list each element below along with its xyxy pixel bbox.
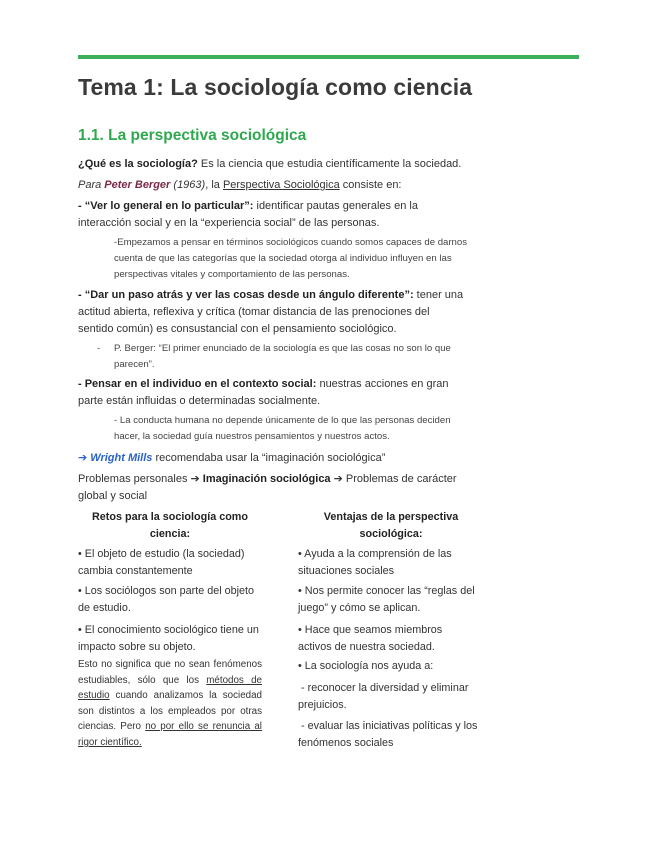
note-text: cuando analizamos la sociedad son distintos a los empleados por otras ciencias. Pero xyxy=(78,690,262,733)
arrow-icon: ➔ xyxy=(190,473,203,485)
berger-paragraph xyxy=(78,177,468,194)
advantage-item: • Ayuda a la comprensión de las situaciones sociales xyxy=(298,548,452,577)
consists-text: consiste en: xyxy=(339,179,402,191)
bullet-label: - “Dar un paso atrás y ver las cosas desde un ángulo diferente”: xyxy=(78,289,414,301)
arrow-icon: ➔ xyxy=(330,473,346,485)
note-text: Esto no significa que no sean fenómenos estudiables, sólo que los xyxy=(78,659,262,686)
connector-text: , la xyxy=(205,179,223,191)
bullet-label: - Pensar en el individuo en el contexto social: xyxy=(78,378,317,390)
note-rigor: no por ello se renuncia al rigor científico. xyxy=(78,721,262,748)
mills-line xyxy=(78,450,468,467)
advantage-subitem: - evaluar las iniciativas políticas y los fenómenos sociales xyxy=(298,720,481,749)
problems-flow xyxy=(78,471,468,505)
para-word: Para xyxy=(78,179,105,191)
bullet-see-general xyxy=(78,198,468,232)
mills-name: Wright Mills xyxy=(90,452,153,464)
mills-text: recomendaba usar la “imaginación sociológica” xyxy=(152,452,386,464)
list-dash: - xyxy=(97,343,101,354)
flow-imagination: Imaginación sociológica xyxy=(202,473,331,485)
challenge-item: • El conocimiento sociológico tiene un impacto sobre su objeto. xyxy=(78,624,259,653)
section-heading: 1.1. La perspectiva sociológica xyxy=(78,127,307,144)
advantage-subitem: - reconocer la diversidad y eliminar prejuicios. xyxy=(298,682,472,711)
page-title: Tema 1: La sociología como ciencia xyxy=(78,74,473,100)
flow-global: Problemas de carácter global y social xyxy=(78,473,457,502)
bullet-individual-context xyxy=(78,376,468,410)
challenges-heading: Retos para la sociología como ciencia: xyxy=(92,511,248,540)
bullet-text: nuestras acciones en gran parte están influidas o determinadas socialmente. xyxy=(78,378,449,407)
note-methods: métodos de estudio xyxy=(78,674,263,702)
flow-personal: Problemas personales xyxy=(78,473,191,485)
author-year: (1963) xyxy=(170,179,206,191)
advantage-item: • La sociología nos ayuda a: xyxy=(298,660,434,672)
advantage-item: • Hace que seamos miembros activos de nuestra sociedad. xyxy=(298,624,443,653)
challenge-item: • Los sociólogos son parte del objeto de estudio. xyxy=(78,585,255,614)
berger-quote: P. Berger: “El primer enunciado de la sociología es que las cosas no son lo que parecen”. xyxy=(114,343,451,370)
indented-note: -Empezamos a pensar en términos sociológicos cuando somos capaces de darnos cuenta de que las categorías que la sociedad otorga al individuo influyen en las perspectivas vitales y comportamiento de las personas. xyxy=(114,237,468,280)
perspective-link[interactable]: Perspectiva Sociológica xyxy=(222,179,340,191)
advantage-item: • Nos permite conocer las “reglas del juego” y cómo se aplican. xyxy=(298,585,475,614)
definition-question: ¿Qué es la sociología? xyxy=(78,158,198,170)
bullet-text: identificar pautas generales en la interacción social y en la “experiencia social” de las personas. xyxy=(78,200,418,229)
challenge-item: • El objeto de estudio (la sociedad) cambia constantemente xyxy=(78,548,245,577)
advantages-heading: Ventajas de la perspectiva sociológica: xyxy=(323,511,459,540)
indented-note: - La conducta humana no depende únicamente de lo que las personas deciden hacer, la sociedad guía nuestros pensamientos y nuestros actos. xyxy=(114,415,451,442)
top-rule xyxy=(78,55,579,59)
challenges-note xyxy=(78,657,262,751)
author-name: Peter Berger xyxy=(104,179,171,191)
bullet-text: tener una actitud abierta, reflexiva y crítica (tomar distancia de las prenociones del sentido común) es consustancial con el pensamiento sociológico. xyxy=(78,289,464,335)
bullet-label: - “Ver lo general en lo particular”: xyxy=(78,200,254,212)
bullet-step-back xyxy=(78,287,468,338)
definition-text: Es la ciencia que estudia científicamente la sociedad. xyxy=(197,158,462,170)
definition-paragraph xyxy=(78,156,468,173)
arrow-icon: ➔ xyxy=(78,452,91,464)
